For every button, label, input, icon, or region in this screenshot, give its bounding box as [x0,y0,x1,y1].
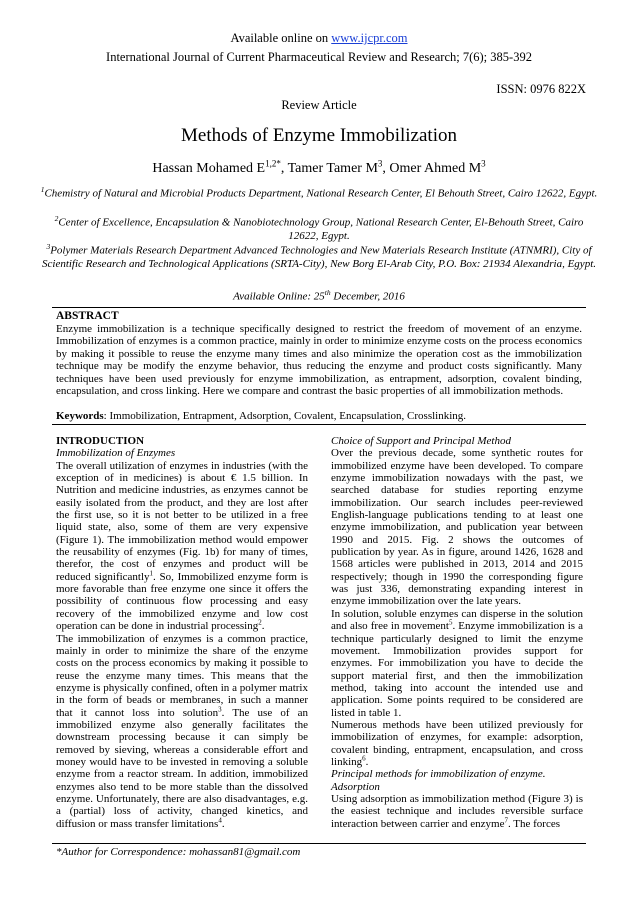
availability-prefix: Available online on [230,31,332,45]
author-2: Tamer Tamer $M^3$, [287,158,390,176]
availability-line [0,31,638,46]
affiliation-3: $^3$Polymer Materials Research Department Advanced Technologies and New Materials Research Institute (ATNMRI), City of Scientific Research and Technological Applications (SRTA-City), New Borg El-Arab City, P.O. Box: 21934 Alexandria, Egypt. [42,242,596,271]
introduction-heading: INTRODUCTION [56,435,145,447]
affiliation-1: $^1$Chemistry of Natural and Microbial Products Department, National Research Center, El Behouth Street, Cairo 12622, Egypt. [40,185,598,200]
journal-citation: International Journal of Current Pharmaceutical Review and Research; 7(6); 385-392 [106,50,532,64]
keywords-label: Keywords [56,410,104,422]
adsorption-paragraph: Using adsorption as immobilization method (Figure 3) is the easiest technique and includes reversible surface interaction between carrier and enzyme$^7$. The forces [331,792,583,830]
author-3: Omer Ahmed $M^3$ [389,158,486,176]
support-paragraph-3: Numerous methods have been utilized previously for immobilization of enzymes, for example: adsorption, covalent binding, entrapment, encapsulation, and cross linking$^6$. [331,718,583,768]
author-1: Hassan Mohamed $E^{1,2*}$, [152,158,288,176]
adsorption-subheading: Adsorption [331,780,380,793]
support-paragraph-2: In solution, soluble enzymes can disperse in the solution and also free in movement$^5$. Enzyme immobilization is a technique particularly designed to limit the enzyme movement. Immobilization provides support for enzymes. For immobilization you have to decide the support material first, and then the immobilization method, taking into account the intended use and application. Some points required to be considered are listed in table 1. [331,607,583,719]
left-column [56,435,308,830]
right-column [331,435,583,830]
abstract-text: Enzyme immobilization is a technique specifically designed to restrict the freedom of movement of an enzyme. Immobilization of enzymes is a common practice, mainly in order to minimize enzyme costs on the process economics by making it possible to reuse the enzyme many times and also minimize the operation cost as the immobilization technique may be modify the enzyme behavior, thus reducing the enzyme and product costs significantly. Many techniques have been used previously for enzyme immobilization, as entrapment, adsorption, covalent binding, encapsulation, and cross linking. Here we compare and contrast the basic properties of all immobilization methods. [56,323,582,398]
abstract-heading: ABSTRACT [56,310,119,322]
correspondence-footnote: *Author for Correspondence: mohassan81@gmail.com [56,846,301,858]
author-list [0,154,638,178]
available-online-date: Available Online: 25th December, 2016 [233,288,405,303]
keywords-text: : Immobilization, Entrapment, Adsorption, Covalent, Encapsulation, Crosslinking. [103,410,467,422]
issn: ISSN: 0976 822X [496,82,586,96]
affiliation-2: $^2$Center of Excellence, Encapsulation & Nanobiotechnology Group, National Research Center, El-Behouth Street, Cairo 12622, Egypt. [54,214,584,243]
paper-title: Methods of Enzyme Immobilization [181,125,457,146]
support-choice-subheading: Choice of Support and Principal Method [331,435,511,447]
keywords [56,410,582,423]
journal-url-link[interactable]: www.ijcpr.com [331,31,408,45]
abstract-top-rule [52,307,586,308]
footer-rule [52,843,586,844]
immobilization-subheading: Immobilization of Enzymes [56,447,176,460]
support-paragraph-1: Over the previous decade, some synthetic routes for immobilized enzyme have been developed. To compare enzyme immobilization nowadays with the past, we searched database for studies reporting enzyme immobilization. Our search includes peer-reviewed English-language publications tending to at least one enzyme immobilization, and publication year between 1990 and 2015. Fig. 2 shows the outcomes of publication by year. As in figure, around 1426, 1628 and 1568 articles were published in 2013, 2014 and 2015 respectively; though in 1990 the corresponding figure was just 336, demonstrating expanding interest in enzyme immobilization over the late years. [331,447,583,608]
intro-paragraph-1: The overall utilization of enzymes in industries (with the exception of in medicines) is about € 1.5 billion. In Nutrition and medicine industries, as enzymes cannot be easily isolated from the product, and they are lost after the first use, so it is not better to be utilized in a free liquid state, also, some of them are very expensive (Figure 1). The immobilization method would empower the reusability of enzymes (Fig. 1b) for many of times, therefor, the cost of enzymes and product will be reduced significantly$^1$. So, Immobilized enzyme form is more favorable than free enzyme one since it offers the possibility of continuous flow processing and easy recovery of the immobilized enzyme and low cost operation can be done in industrial processing$^2$. [56,459,308,633]
intro-paragraph-2: The immobilization of enzymes is a common practice, mainly in order to minimize the share of the enzyme costs on the process economics by making it possible to reuse the enzyme many times. This means that the enzyme is physically confined, often in a polymer matrix in the form of beads or membranes, in such a manner that it cannot loss into solution$^3$. The use of an immobilized enzyme also generally facilitates the downstream processing because it can simply be removed by sieving, whereas a considerable effort and money would have to be invested in removing a soluble enzyme from a reactor stream. In addition, immobilized enzymes also tend to be more stable than the dissolved enzyme. Unfortunately, there are also disadvantages, e.g. a (partial) loss of activity, changed kinetics, and diffusion or mass transfer limitations$^4$. [56,632,308,830]
principal-methods-subheading: Principal methods for immobilization of enzyme. [331,768,546,781]
article-type: Review Article [281,98,357,112]
keywords-bottom-rule [52,424,586,425]
